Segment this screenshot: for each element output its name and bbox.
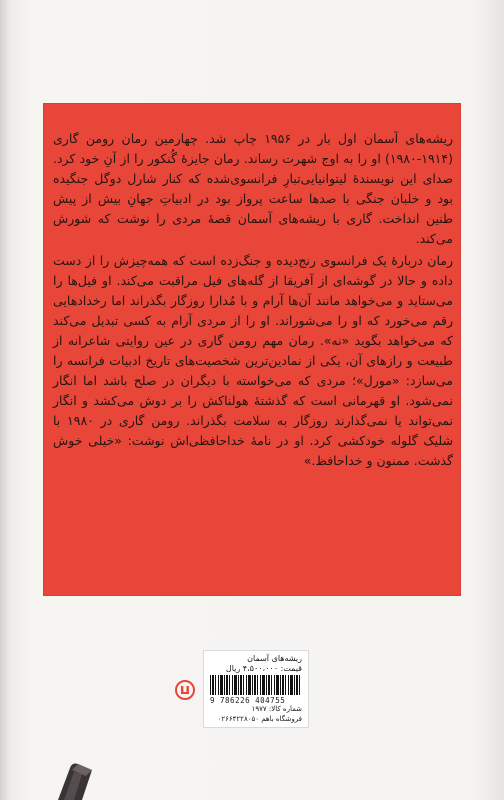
publisher-logo-icon [175,680,195,700]
sticker-title: ریشه‌های آسمان [247,654,302,663]
blurb-paragraph-1: ریشه‌های آسمان اول بار در ۱۹۵۶ چاپ شد. چهارمین رمان رومن گاری (۱۹۱۴-۱۹۸۰) او را به اوج شهرت رساند. رمان جایزهٔ گُنکور را از آنِ خود کرد. صدای این نویسندهٔ لیتوانیایی‌تبارِ فرانسوی‌شده که کنار شارل دوگل جنگیده بود و خلبان جنگی با صدها ساعت پرواز بود در ادبیاتِ جهانِ بیش از پیش طنین انداخت. گاری با ریشه‌های آسمان قصهٔ مردی را نوشت که شورش می‌کند. [53,131,453,246]
sticker-shop: فروشگاه باهم ۰۲۶۶۴۲۲۸۰۵۰ [217,715,302,723]
blurb-paragraph-2: رمان دربارهٔ یک فرانسوی رنج‌دیده و جنگ‌زده است که همه‌چیزش را از دست داده و حالا در گوشه‌ای از آفریقا از گله‌های فیل مراقبت می‌کند. او فیل‌ها را می‌ستاید و می‌خواهد مانند آن‌ها آرام و با مُدارا روزگار بگذراند اما رخدادهایی رقم می‌خورد که او را می‌شوراند. او را از مردی آرام به کسی تبدیل می‌کند که می‌خواهد بگوید «نه». رمان مهم رومن گاری در عین روایتی شاعرانه از طبیعت و رازهای آن، یکی از نمادین‌ترین شخصیت‌های تاریخ ادبیات فرانسه را می‌سازد: «مورل»؛ مردی که می‌خواسته با دیگران در صلح باشد اما انگار نمی‌شود. او قهرمانی است که گذشتهٔ هولناکش را بر دوش می‌کشد و انگار نمی‌تواند یا نمی‌گذارند روزگار به سلامت بگذراند. رومن گاری در ۱۹۸۰ با شلیک گلوله خودکشی کرد. او در نامهٔ خداحافظی‌اش نوشت: «خیلی خوش گذشت. ممنون و خداحافظ.» [53,253,454,468]
blurb-text [53,129,453,471]
sticker-isbn: 9 786226 404755 [210,696,286,705]
barcode-icon [210,675,302,695]
price-sticker [203,650,309,728]
sticker-price: قیمت: ۴،۵۰۰،۰۰۰ ریال [225,664,302,673]
bookmark-ribbon-icon [52,760,96,800]
sticker-code: شماره کالا: ۱۹۷۷ [251,705,302,713]
spine-shadow [0,0,10,800]
